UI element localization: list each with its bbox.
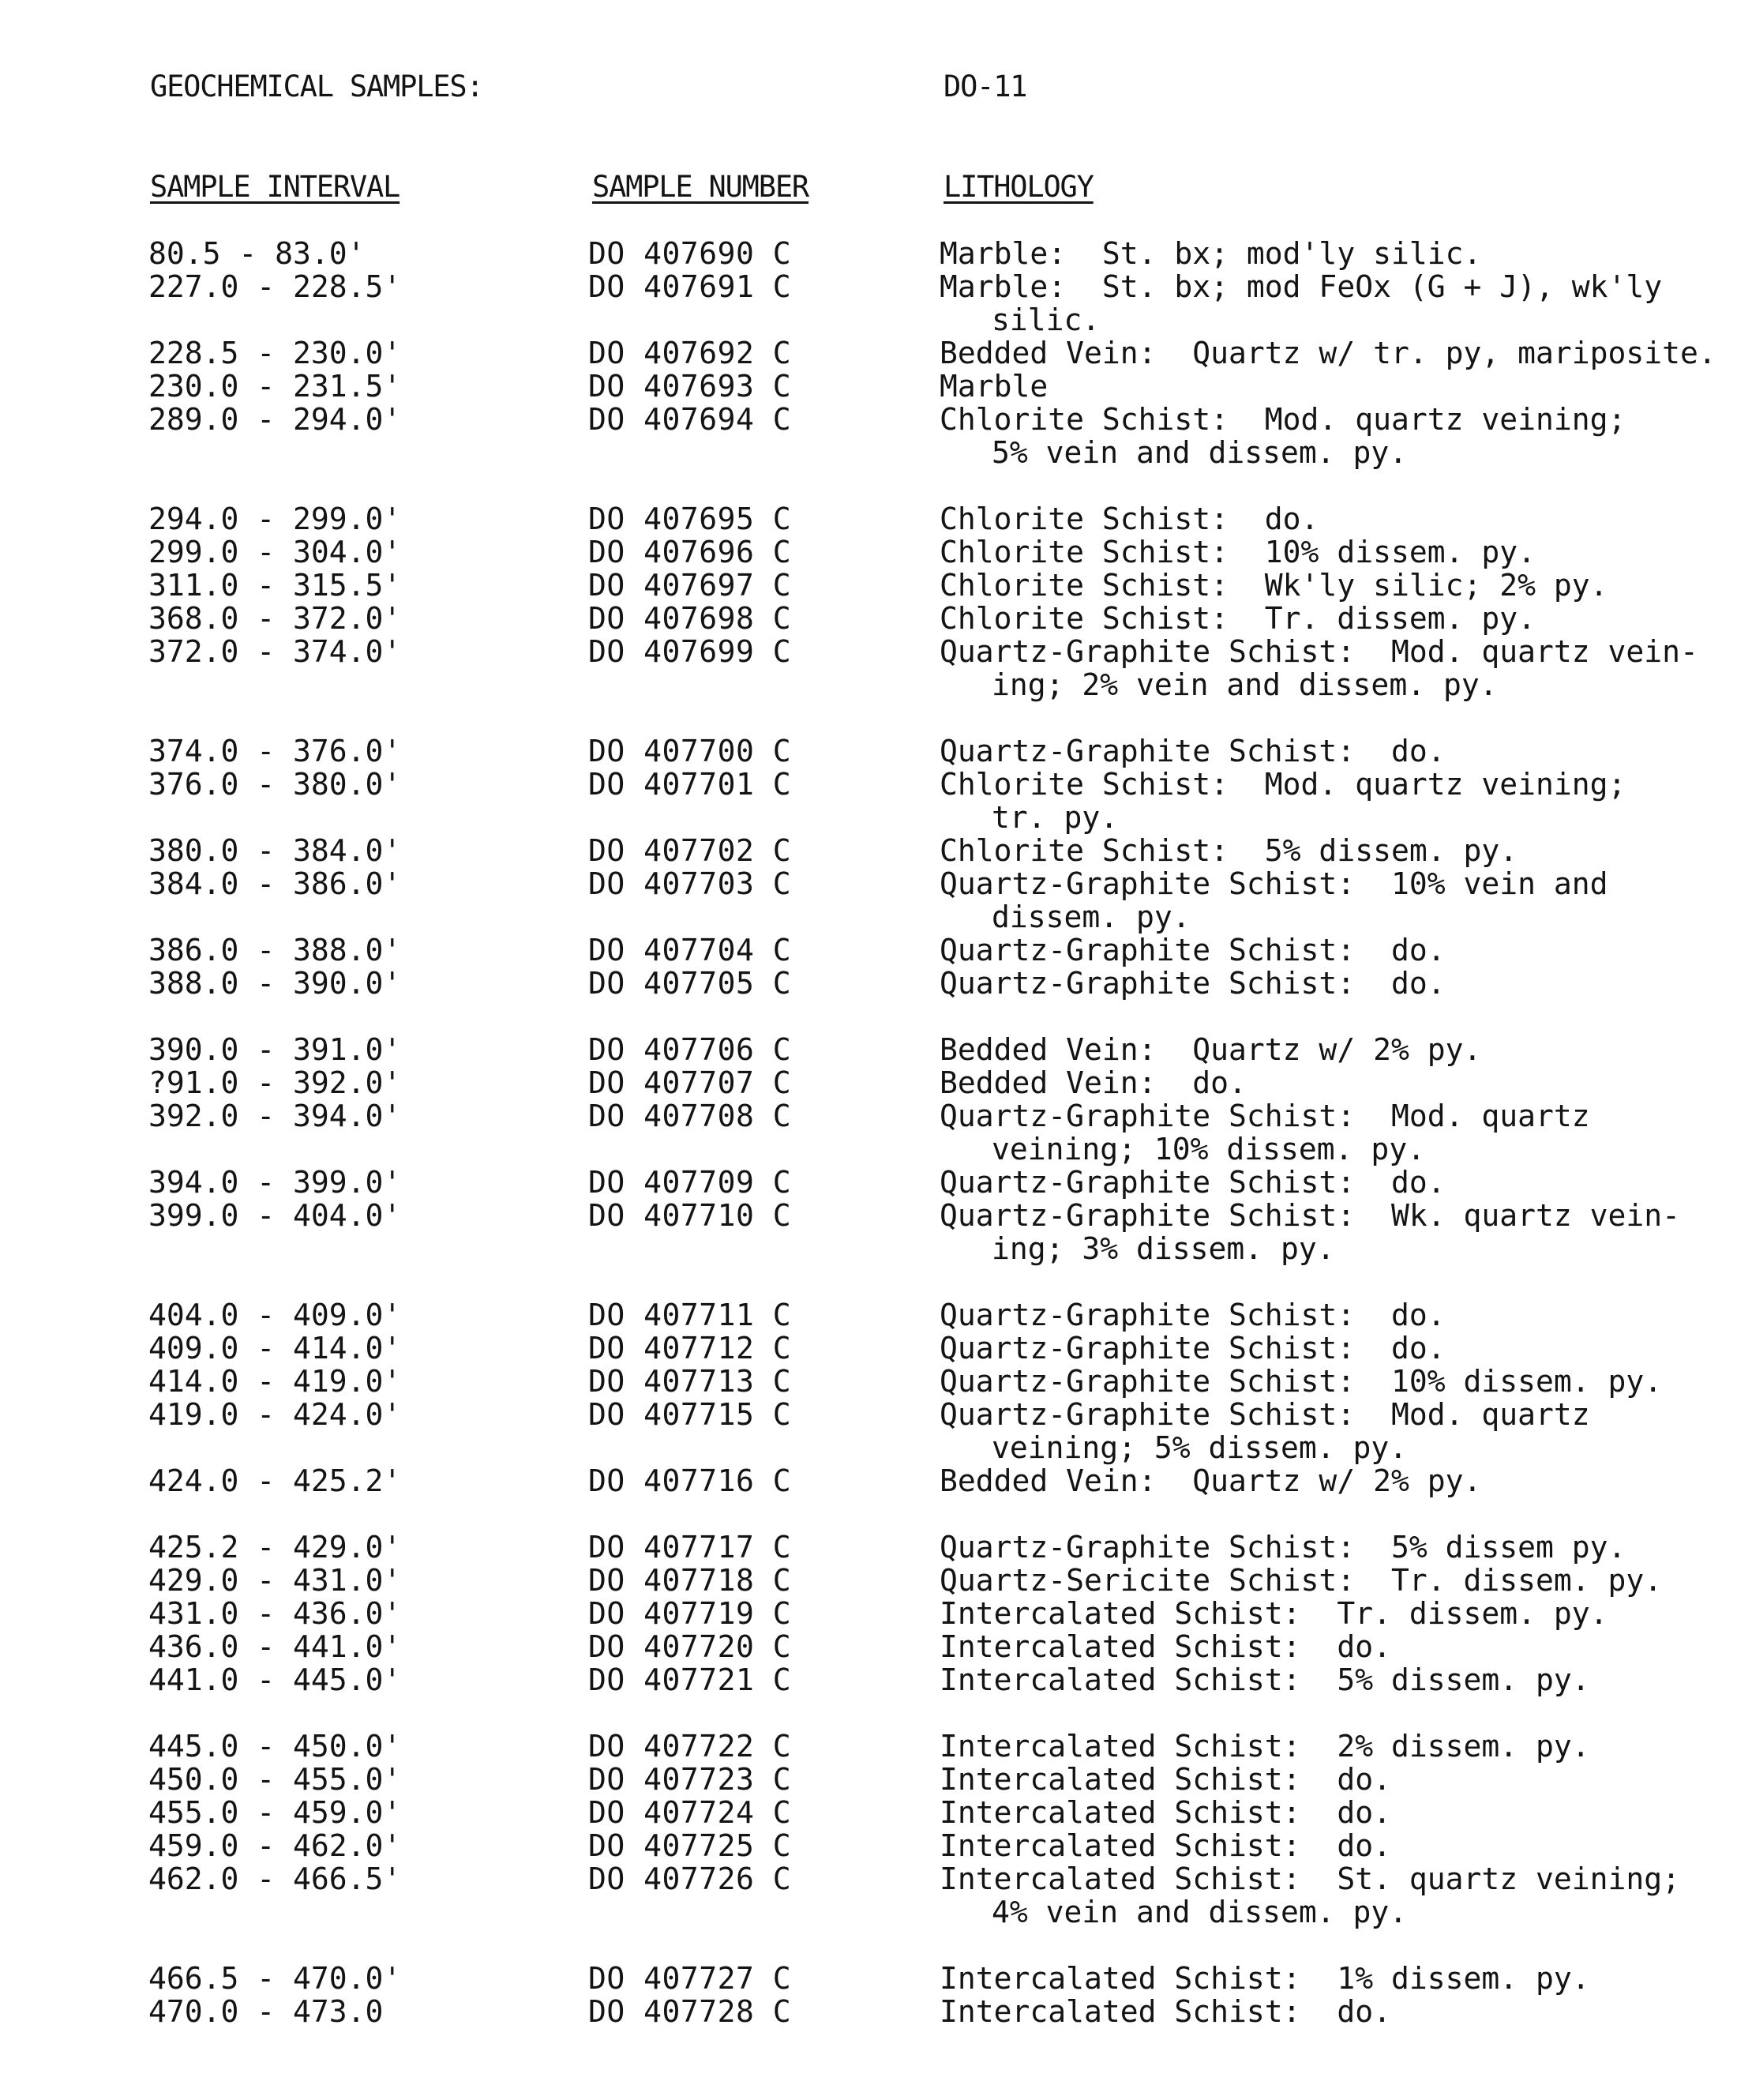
sample-interval: 228.5 - 230.0' bbox=[148, 336, 402, 370]
lithology bbox=[940, 1166, 1446, 1199]
lithology bbox=[940, 1066, 1247, 1099]
sample-number: DO 407728 C bbox=[588, 1994, 792, 2029]
table-row bbox=[0, 270, 1737, 336]
sample-interval: 394.0 - 399.0' bbox=[148, 1165, 402, 1200]
sample-interval: 462.0 - 466.5' bbox=[148, 1861, 402, 1896]
sample-number: DO 407711 C bbox=[588, 1298, 792, 1332]
lithology-continuation: veining; 10% dissem. py. bbox=[992, 1132, 1426, 1166]
table-row bbox=[0, 834, 1737, 867]
sample-interval: 388.0 - 390.0' bbox=[148, 966, 402, 1001]
sample-group bbox=[0, 237, 1737, 469]
sample-number: DO 407715 C bbox=[588, 1397, 792, 1432]
lithology-line: Chlorite Schist: Mod. quartz veining; bbox=[940, 402, 1626, 437]
sample-interval: ?91.0 - 392.0' bbox=[148, 1065, 402, 1100]
table-row bbox=[0, 1630, 1737, 1663]
lithology-line: Intercalated Schist: do. bbox=[940, 1762, 1391, 1797]
lithology-line: Intercalated Schist: do. bbox=[940, 1828, 1391, 1863]
lithology-line: Quartz-Graphite Schist: do. bbox=[940, 966, 1446, 1001]
table-row bbox=[0, 370, 1737, 403]
sample-number: DO 407700 C bbox=[588, 734, 792, 768]
sample-number: DO 407701 C bbox=[588, 767, 792, 802]
table-row bbox=[0, 768, 1737, 834]
lithology-line: Intercalated Schist: 1% dissem. py. bbox=[940, 1961, 1590, 1996]
lithology-line: Quartz-Graphite Schist: Mod. quartz bbox=[940, 1397, 1590, 1432]
sample-number: DO 407702 C bbox=[588, 833, 792, 868]
sample-interval: 299.0 - 304.0' bbox=[148, 535, 402, 569]
lithology-continuation: veining; 5% dissem. py. bbox=[992, 1430, 1408, 1465]
table-row bbox=[0, 1597, 1737, 1630]
sample-interval: 384.0 - 386.0' bbox=[148, 866, 402, 901]
sample-number: DO 407717 C bbox=[588, 1530, 792, 1565]
lithology bbox=[940, 1199, 1680, 1265]
samples-table bbox=[0, 237, 1737, 2061]
table-row bbox=[0, 1796, 1737, 1829]
lithology-line: Quartz-Graphite Schist: do. bbox=[940, 1331, 1446, 1366]
lithology-line: Intercalated Schist: do. bbox=[940, 1994, 1391, 2029]
lithology bbox=[940, 602, 1536, 635]
table-row bbox=[0, 934, 1737, 967]
lithology-line: Chlorite Schist: Mod. quartz veining; bbox=[940, 767, 1626, 802]
lithology bbox=[940, 1298, 1446, 1332]
sample-group bbox=[0, 502, 1737, 701]
lithology-line: Quartz-Graphite Schist: do. bbox=[940, 1165, 1446, 1200]
lithology-continuation: ing; 2% vein and dissem. py. bbox=[992, 667, 1498, 702]
sample-number: DO 407724 C bbox=[588, 1795, 792, 1830]
column-header-sample-interval: SAMPLE INTERVAL bbox=[150, 170, 400, 204]
lithology-line: Quartz-Graphite Schist: do. bbox=[940, 933, 1446, 967]
sample-number: DO 407723 C bbox=[588, 1762, 792, 1797]
lithology bbox=[940, 1796, 1391, 1829]
sample-interval: 404.0 - 409.0' bbox=[148, 1298, 402, 1332]
sample-number: DO 407694 C bbox=[588, 402, 792, 437]
lithology bbox=[940, 237, 1481, 270]
lithology bbox=[940, 502, 1319, 535]
lithology-line: Quartz-Graphite Schist: do. bbox=[940, 734, 1446, 768]
lithology bbox=[940, 834, 1518, 867]
sample-number: DO 407708 C bbox=[588, 1099, 792, 1133]
sample-group bbox=[0, 1033, 1737, 1265]
sample-number: DO 407704 C bbox=[588, 933, 792, 967]
lithology bbox=[940, 1365, 1662, 1398]
sample-number: DO 407705 C bbox=[588, 966, 792, 1001]
table-row bbox=[0, 336, 1737, 370]
sample-interval: 425.2 - 429.0' bbox=[148, 1530, 402, 1565]
table-row bbox=[0, 1730, 1737, 1763]
sample-number: DO 407690 C bbox=[588, 236, 792, 271]
sample-number: DO 407698 C bbox=[588, 601, 792, 636]
lithology-line: Bedded Vein: Quartz w/ 2% py. bbox=[940, 1032, 1482, 1067]
sample-interval: 227.0 - 228.5' bbox=[148, 269, 402, 304]
table-row bbox=[0, 1166, 1737, 1199]
lithology bbox=[940, 336, 1716, 370]
sample-interval: 311.0 - 315.5' bbox=[148, 568, 402, 603]
table-row bbox=[0, 1829, 1737, 1862]
lithology-line: Intercalated Schist: Tr. dissem. py. bbox=[940, 1596, 1608, 1631]
lithology-line: Quartz-Graphite Schist: do. bbox=[940, 1298, 1446, 1332]
lithology-line: Bedded Vein: Quartz w/ 2% py. bbox=[940, 1463, 1482, 1498]
document-title: GEOCHEMICAL SAMPLES: bbox=[150, 69, 483, 103]
sample-interval: 450.0 - 455.0' bbox=[148, 1762, 402, 1797]
sample-group bbox=[0, 1730, 1737, 1929]
sample-number: DO 407720 C bbox=[588, 1629, 792, 1664]
table-row bbox=[0, 1663, 1737, 1696]
sample-number: DO 407709 C bbox=[588, 1165, 792, 1200]
lithology bbox=[940, 1564, 1662, 1597]
lithology-line: Quartz-Graphite Schist: Mod. quartz vein- bbox=[940, 634, 1698, 669]
table-row bbox=[0, 1962, 1737, 1995]
sample-interval: 470.0 - 473.0 bbox=[148, 1994, 384, 2029]
table-row bbox=[0, 1531, 1737, 1564]
lithology-line: Quartz-Graphite Schist: 5% dissem py. bbox=[940, 1530, 1626, 1565]
lithology-line: Intercalated Schist: do. bbox=[940, 1795, 1391, 1830]
sample-group bbox=[0, 1962, 1737, 2028]
lithology bbox=[940, 535, 1536, 569]
lithology-continuation: ing; 3% dissem. py. bbox=[992, 1231, 1335, 1266]
sample-interval: 459.0 - 462.0' bbox=[148, 1828, 402, 1863]
lithology bbox=[940, 1763, 1391, 1796]
table-row bbox=[0, 1099, 1737, 1166]
lithology bbox=[940, 1995, 1391, 2028]
sample-interval: 80.5 - 83.0' bbox=[148, 236, 366, 271]
sample-number: DO 407691 C bbox=[588, 269, 792, 304]
sample-interval: 445.0 - 450.0' bbox=[148, 1729, 402, 1764]
sample-interval: 376.0 - 380.0' bbox=[148, 767, 402, 802]
sample-number: DO 407696 C bbox=[588, 535, 792, 569]
sample-number: DO 407722 C bbox=[588, 1729, 792, 1764]
lithology-continuation: 4% vein and dissem. py. bbox=[992, 1895, 1408, 1929]
sample-number: DO 407699 C bbox=[588, 634, 792, 669]
sample-interval: 289.0 - 294.0' bbox=[148, 402, 402, 437]
table-row bbox=[0, 535, 1737, 569]
table-row bbox=[0, 867, 1737, 934]
table-row bbox=[0, 502, 1737, 535]
sample-number: DO 407695 C bbox=[588, 502, 792, 536]
sample-number: DO 407726 C bbox=[588, 1861, 792, 1896]
table-row bbox=[0, 1398, 1737, 1464]
sample-number: DO 407712 C bbox=[588, 1331, 792, 1366]
lithology-line: Quartz-Graphite Schist: 10% vein and bbox=[940, 866, 1608, 901]
table-row bbox=[0, 1365, 1737, 1398]
lithology-line: Quartz-Sericite Schist: Tr. dissem. py. bbox=[940, 1563, 1663, 1598]
sample-interval: 466.5 - 470.0' bbox=[148, 1961, 402, 1996]
lithology bbox=[940, 1630, 1391, 1663]
lithology-line: Intercalated Schist: do. bbox=[940, 1629, 1391, 1664]
sample-number: DO 407716 C bbox=[588, 1463, 792, 1498]
lithology-line: Chlorite Schist: 5% dissem. py. bbox=[940, 833, 1518, 868]
sample-number: DO 407725 C bbox=[588, 1828, 792, 1863]
table-row bbox=[0, 1464, 1737, 1497]
sample-number: DO 407707 C bbox=[588, 1065, 792, 1100]
lithology bbox=[940, 734, 1446, 768]
sample-interval: 399.0 - 404.0' bbox=[148, 1198, 402, 1233]
sample-interval: 372.0 - 374.0' bbox=[148, 634, 402, 669]
table-row bbox=[0, 1332, 1737, 1365]
sample-interval: 409.0 - 414.0' bbox=[148, 1331, 402, 1366]
lithology bbox=[940, 1862, 1680, 1929]
lithology bbox=[940, 1730, 1590, 1763]
lithology bbox=[940, 934, 1446, 967]
sample-number: DO 407693 C bbox=[588, 369, 792, 404]
lithology bbox=[940, 1531, 1626, 1564]
lithology-line: Intercalated Schist: St. quartz veining; bbox=[940, 1861, 1680, 1896]
sample-interval: 414.0 - 419.0' bbox=[148, 1364, 402, 1399]
sample-number: DO 407721 C bbox=[588, 1662, 792, 1697]
sample-interval: 429.0 - 431.0' bbox=[148, 1563, 402, 1598]
sample-number: DO 407697 C bbox=[588, 568, 792, 603]
lithology bbox=[940, 1829, 1391, 1862]
table-row bbox=[0, 237, 1737, 270]
lithology-line: Quartz-Graphite Schist: 10% dissem. py. bbox=[940, 1364, 1663, 1399]
table-row bbox=[0, 734, 1737, 768]
sample-interval: 441.0 - 445.0' bbox=[148, 1662, 402, 1697]
table-row bbox=[0, 1066, 1737, 1099]
lithology-line: Intercalated Schist: 5% dissem. py. bbox=[940, 1662, 1590, 1697]
lithology bbox=[940, 370, 1048, 403]
lithology bbox=[940, 1398, 1590, 1464]
table-row bbox=[0, 635, 1737, 701]
sample-number: DO 407719 C bbox=[588, 1596, 792, 1631]
sample-interval: 368.0 - 372.0' bbox=[148, 601, 402, 636]
sample-interval: 390.0 - 391.0' bbox=[148, 1032, 402, 1067]
sample-interval: 294.0 - 299.0' bbox=[148, 502, 402, 536]
lithology-line: Bedded Vein: Quartz w/ tr. py, mariposite. bbox=[940, 336, 1716, 370]
lithology bbox=[940, 270, 1662, 336]
lithology-continuation: 5% vein and dissem. py. bbox=[992, 435, 1408, 470]
sample-group bbox=[0, 734, 1737, 1000]
lithology-line: Chlorite Schist: 10% dissem. py. bbox=[940, 535, 1536, 569]
sample-number: DO 407713 C bbox=[588, 1364, 792, 1399]
lithology bbox=[940, 867, 1608, 934]
lithology bbox=[940, 635, 1698, 701]
sample-interval: 386.0 - 388.0' bbox=[148, 933, 402, 967]
table-row bbox=[0, 967, 1737, 1000]
table-row bbox=[0, 1033, 1737, 1066]
lithology bbox=[940, 569, 1608, 602]
table-row bbox=[0, 1199, 1737, 1265]
lithology bbox=[940, 768, 1626, 834]
table-row bbox=[0, 403, 1737, 469]
hole-id: DO-11 bbox=[944, 69, 1027, 103]
lithology bbox=[940, 1464, 1481, 1497]
lithology-line: Chlorite Schist: Tr. dissem. py. bbox=[940, 601, 1536, 636]
lithology bbox=[940, 403, 1626, 469]
sample-number: DO 407706 C bbox=[588, 1032, 792, 1067]
lithology-continuation: silic. bbox=[992, 302, 1101, 337]
sample-interval: 431.0 - 436.0' bbox=[148, 1596, 402, 1631]
column-header-sample-number: SAMPLE NUMBER bbox=[592, 170, 808, 204]
sample-group bbox=[0, 1531, 1737, 1696]
sample-interval: 230.0 - 231.5' bbox=[148, 369, 402, 404]
lithology-continuation: dissem. py. bbox=[992, 900, 1191, 934]
lithology bbox=[940, 1033, 1481, 1066]
sample-interval: 455.0 - 459.0' bbox=[148, 1795, 402, 1830]
sample-number: DO 407718 C bbox=[588, 1563, 792, 1598]
lithology bbox=[940, 1099, 1590, 1166]
sample-interval: 436.0 - 441.0' bbox=[148, 1629, 402, 1664]
sample-interval: 380.0 - 384.0' bbox=[148, 833, 402, 868]
lithology-line: Chlorite Schist: do. bbox=[940, 502, 1319, 536]
column-header-lithology: LITHOLOGY bbox=[944, 170, 1094, 204]
sample-number: DO 407727 C bbox=[588, 1961, 792, 1996]
lithology-line: Marble: St. bx; mod'ly silic. bbox=[940, 236, 1482, 271]
sample-number: DO 407703 C bbox=[588, 866, 792, 901]
table-row bbox=[0, 1995, 1737, 2028]
table-row bbox=[0, 1564, 1737, 1597]
lithology bbox=[940, 1332, 1446, 1365]
sample-interval: 392.0 - 394.0' bbox=[148, 1099, 402, 1133]
lithology-line: Quartz-Graphite Schist: Mod. quartz bbox=[940, 1099, 1590, 1133]
table-row bbox=[0, 569, 1737, 602]
lithology-line: Intercalated Schist: 2% dissem. py. bbox=[940, 1729, 1590, 1764]
lithology-continuation: tr. py. bbox=[992, 800, 1119, 835]
table-row bbox=[0, 602, 1737, 635]
table-row bbox=[0, 1862, 1737, 1929]
sample-number: DO 407692 C bbox=[588, 336, 792, 370]
sample-group bbox=[0, 1298, 1737, 1497]
lithology-line: Chlorite Schist: Wk'ly silic; 2% py. bbox=[940, 568, 1608, 603]
lithology-line: Bedded Vein: do. bbox=[940, 1065, 1247, 1100]
table-row bbox=[0, 1298, 1737, 1332]
lithology bbox=[940, 1663, 1590, 1696]
lithology bbox=[940, 1962, 1590, 1995]
lithology bbox=[940, 967, 1446, 1000]
sample-interval: 374.0 - 376.0' bbox=[148, 734, 402, 768]
sample-interval: 419.0 - 424.0' bbox=[148, 1397, 402, 1432]
lithology-line: Quartz-Graphite Schist: Wk. quartz vein- bbox=[940, 1198, 1680, 1233]
sample-interval: 424.0 - 425.2' bbox=[148, 1463, 402, 1498]
table-row bbox=[0, 1763, 1737, 1796]
lithology-line: Marble bbox=[940, 369, 1049, 404]
lithology-line: Marble: St. bx; mod FeOx (G + J), wk'ly bbox=[940, 269, 1663, 304]
sample-number: DO 407710 C bbox=[588, 1198, 792, 1233]
lithology bbox=[940, 1597, 1608, 1630]
